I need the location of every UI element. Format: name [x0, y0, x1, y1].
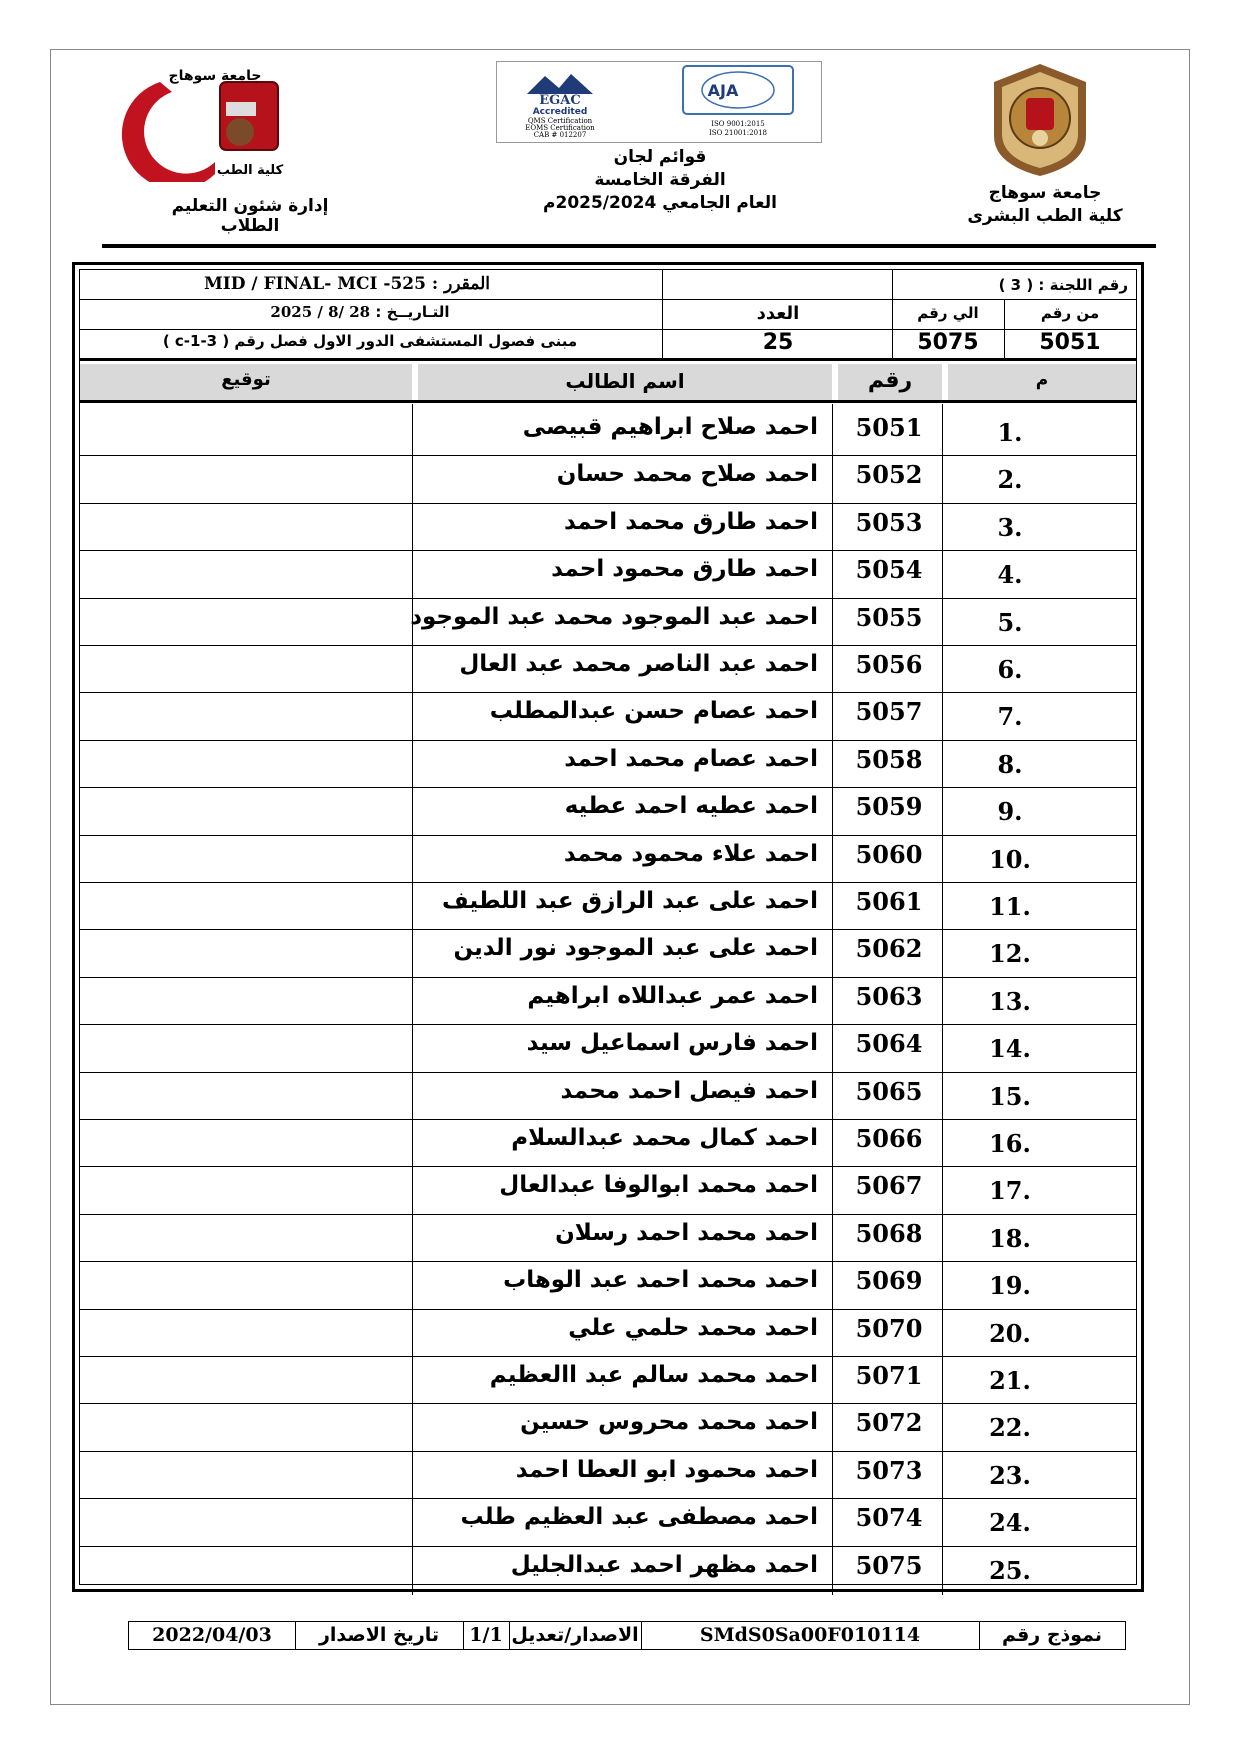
table-row: [80, 1309, 1136, 1356]
student-id: 5055: [855, 602, 923, 632]
svg-text:ISO 21001:2018: ISO 21001:2018: [709, 129, 767, 137]
svg-text:EGAC: EGAC: [539, 93, 581, 108]
student-id: 5057: [855, 697, 923, 727]
list-title: قوائم لجان: [613, 147, 707, 167]
count-label: العدد: [756, 303, 800, 324]
student-name: احمد على عبد الموجود نور الدين: [453, 935, 818, 962]
table-row: [80, 1261, 1136, 1308]
form-footer: [128, 1621, 1126, 1650]
table-row: [80, 929, 1136, 976]
student-name: احمد عطيه احمد عطيه: [564, 793, 818, 820]
faculty-name: كلية الطب البشرى: [967, 206, 1123, 226]
committee-number: رقم اللجنة : ( 3 ): [998, 276, 1128, 294]
student-name: احمد طارق محمد احمد: [564, 508, 818, 535]
signature-field[interactable]: [80, 882, 412, 929]
table-row: [80, 550, 1136, 597]
student-id: 5051: [855, 413, 923, 442]
from-label: من رقم: [1040, 304, 1100, 322]
row-index: 20.: [989, 1318, 1031, 1348]
signature-field[interactable]: [80, 1403, 412, 1450]
table-row: [80, 1451, 1136, 1498]
meta-vline: [1004, 299, 1005, 360]
row-index: 6.: [997, 655, 1023, 684]
row-index: 2.: [997, 465, 1023, 495]
student-name: احمد صلاح ابراهيم قبيصى: [522, 414, 818, 440]
header-bottom-line: [80, 400, 1136, 403]
col-signature: توقيع: [221, 369, 271, 390]
signature-field[interactable]: [80, 740, 412, 787]
svg-text:CAB # 012207: CAB # 012207: [533, 131, 587, 139]
student-name: احمد فيصل احمد محمد: [560, 1077, 818, 1104]
to-value: 5075: [917, 330, 979, 355]
student-id: 5053: [855, 507, 923, 537]
row-index: 25.: [989, 1555, 1031, 1585]
student-id: 5069: [855, 1266, 923, 1296]
row-index: 15.: [989, 1081, 1031, 1111]
certification-icon: [497, 62, 821, 142]
date-label: التـاريــخ :: [375, 303, 450, 321]
student-name: احمد عصام حسن عبدالمطلب: [489, 698, 818, 725]
table-row: [80, 1403, 1136, 1450]
meta-line: [80, 299, 1136, 300]
row-index: 3.: [997, 512, 1023, 542]
student-name: احمد عصام محمد احمد: [564, 745, 818, 772]
student-id: 5060: [855, 839, 923, 869]
student-id: 5072: [855, 1408, 923, 1438]
student-id: 5068: [855, 1218, 923, 1248]
header-right: [960, 182, 1130, 228]
student-name: احمد كمال محمد عبدالسلام: [511, 1125, 818, 1151]
logo-text-bottom: كلية الطب: [216, 163, 284, 178]
table-row: [80, 740, 1136, 787]
row-index: 19.: [989, 1271, 1031, 1301]
meta-line: [80, 358, 1136, 361]
meta-vline: [662, 270, 663, 360]
academic-year: العام الجامعي 2025/2024م: [543, 193, 777, 213]
student-name: احمد محمد ابوالوفا عبدالعال: [499, 1172, 818, 1199]
row-index: 24.: [989, 1508, 1031, 1538]
row-index: 18.: [989, 1223, 1031, 1253]
signature-field[interactable]: [80, 1309, 412, 1356]
header-divider: [102, 244, 1156, 248]
table-row: [80, 1498, 1136, 1545]
department-name: إدارة شئون التعليم الطلاب: [171, 196, 329, 236]
table-row: [80, 1119, 1136, 1166]
logo-text-top: جامعة سوهاج: [168, 68, 262, 84]
signature-field[interactable]: [80, 835, 412, 882]
table-row: [80, 977, 1136, 1024]
student-id: 5054: [855, 555, 923, 585]
table-row: [80, 882, 1136, 929]
faculty-logo: [120, 62, 310, 182]
signature-field[interactable]: [80, 929, 412, 976]
issue-label: الاصدار/تعديل: [511, 1624, 639, 1646]
student-id: 5061: [855, 887, 923, 916]
signature-field[interactable]: [80, 1261, 412, 1308]
table-row: [80, 598, 1136, 645]
student-name: احمد محمد احمد رسلان: [555, 1219, 818, 1246]
signature-field[interactable]: [80, 1546, 412, 1593]
table-row: [80, 455, 1136, 502]
row-index: 13.: [989, 986, 1031, 1016]
signature-field[interactable]: [80, 692, 412, 739]
col-index: م: [1035, 370, 1049, 390]
student-id: 5075: [855, 1550, 923, 1580]
date-cell: [230, 303, 490, 321]
student-id: 5059: [855, 792, 923, 822]
issue-date-label: تاريخ الاصدار: [318, 1624, 440, 1646]
from-value: 5051: [1039, 330, 1101, 355]
issue-date-value: 2022/04/03: [152, 1624, 272, 1646]
table-row: [80, 645, 1136, 692]
student-name: احمد علاء محمود محمد: [563, 840, 818, 867]
table-row: [80, 1546, 1136, 1593]
student-id: 5067: [855, 1171, 923, 1201]
signature-field[interactable]: [80, 1451, 412, 1498]
signature-field[interactable]: [80, 1214, 412, 1261]
row-index: 4.: [997, 560, 1023, 590]
row-index: 16.: [989, 1129, 1031, 1158]
signature-field[interactable]: [80, 550, 412, 597]
year-level: الفرقة الخامسة: [594, 170, 726, 190]
signature-field[interactable]: [80, 977, 412, 1024]
signature-field[interactable]: [80, 503, 412, 550]
row-index: 17.: [989, 1176, 1031, 1206]
row-index: 21.: [989, 1366, 1031, 1395]
table-inner-border: [79, 269, 1137, 1585]
student-id: 5064: [855, 1029, 923, 1059]
student-id: 5065: [855, 1076, 923, 1106]
student-id: 5074: [855, 1503, 923, 1533]
student-name: احمد مصطفى عبد العظيم طلب: [460, 1504, 818, 1531]
issue-value: 1/1: [469, 1624, 503, 1646]
svg-text:ISO 9001:2015: ISO 9001:2015: [711, 120, 765, 128]
student-id: 5052: [855, 460, 923, 490]
student-id: 5066: [855, 1124, 923, 1153]
table-row: [80, 408, 1136, 455]
student-id: 5071: [855, 1361, 923, 1390]
to-label: الي رقم: [917, 304, 979, 322]
svg-text:AJA: AJA: [707, 81, 739, 100]
student-name: احمد طارق محمود احمد: [551, 556, 818, 583]
student-id: 5058: [855, 744, 923, 774]
table-row: [80, 1024, 1136, 1071]
form-number: SMdS0Sa00F010114: [699, 1624, 921, 1646]
committee-table: [72, 262, 1144, 1592]
student-name: احمد عبد الناصر محمد عبد العال: [459, 651, 818, 677]
student-id: 5070: [855, 1313, 923, 1343]
row-index: 10.: [989, 844, 1031, 874]
signature-field[interactable]: [80, 1498, 412, 1545]
signature-field[interactable]: [80, 787, 412, 834]
row-index: 9.: [997, 797, 1023, 827]
university-name: جامعة سوهاج: [988, 183, 1102, 203]
form-label: نموذج رقم: [1001, 1624, 1103, 1646]
signature-field[interactable]: [80, 1024, 412, 1071]
signature-field[interactable]: [80, 455, 412, 502]
signature-field[interactable]: [80, 1119, 412, 1166]
table-row: [80, 787, 1136, 834]
student-name: احمد مظهر احمد عبدالجليل: [510, 1551, 818, 1578]
course-code: MID / FINAL- MCI -525 :: [203, 274, 439, 294]
signature-field[interactable]: [80, 645, 412, 692]
row-index: 22.: [989, 1413, 1031, 1443]
svg-text:EOMS Certification: EOMS Certification: [525, 124, 595, 132]
location: مبنى فصول المستشفى الدور الاول فصل رقم ( c-1-3 ): [162, 332, 578, 350]
table-row: [80, 1214, 1136, 1261]
signature-field[interactable]: [80, 598, 412, 645]
count-value: 25: [762, 330, 794, 355]
svg-text:Accredited: Accredited: [532, 107, 588, 117]
student-name: احمد عمر عبداللاه ابراهيم: [527, 982, 818, 1009]
table-row: [80, 692, 1136, 739]
course-cell: [202, 274, 492, 294]
student-name: احمد محمود ابو العطا احمد: [515, 1456, 818, 1483]
student-name: احمد على عبد الرازق عبد اللطيف: [442, 888, 818, 914]
table-row: [80, 835, 1136, 882]
meta-vline: [892, 270, 893, 360]
row-index: 23.: [989, 1460, 1031, 1490]
certification-badges: [496, 61, 822, 143]
row-index: 14.: [989, 1034, 1031, 1064]
student-name: احمد فارس اسماعيل سيد: [526, 1030, 818, 1057]
student-id: 5056: [855, 650, 923, 679]
table-row: [80, 503, 1136, 550]
course-label: المقرر: [444, 274, 491, 294]
col-name: اسم الطالب: [565, 369, 685, 393]
student-id: 5063: [855, 981, 923, 1011]
svg-text:QMS Certification: QMS Certification: [527, 117, 593, 125]
table-row: [80, 1356, 1136, 1403]
table-row: [80, 1166, 1136, 1213]
signature-field[interactable]: [80, 1356, 412, 1403]
row-index: 12.: [989, 939, 1031, 969]
student-name: احمد صلاح محمد حسان: [556, 461, 818, 488]
student-name: احمد محمد سالم عبد االعظيم: [489, 1362, 818, 1388]
student-name: احمد عبد الموجود محمد عبد الموجود: [410, 603, 818, 630]
row-index: 7.: [997, 702, 1023, 732]
signature-field[interactable]: [80, 1166, 412, 1213]
student-id: 5062: [855, 934, 923, 964]
signature-field[interactable]: [80, 1072, 412, 1119]
student-name: احمد محمد محروس حسين: [520, 1409, 818, 1436]
column-header-row: [80, 364, 1136, 400]
student-name: احمد محمد احمد عبد الوهاب: [503, 1267, 818, 1294]
col-id: رقم: [867, 368, 913, 393]
row-index: 5.: [997, 607, 1023, 637]
student-id: 5073: [855, 1455, 923, 1485]
row-index: 1.: [997, 418, 1023, 447]
student-name: احمد محمد حلمي علي: [568, 1314, 818, 1341]
date-value: 2025 / 8/ 28: [270, 303, 371, 321]
row-index: 11.: [989, 892, 1031, 921]
signature-field[interactable]: [80, 408, 412, 455]
header-center: [520, 146, 800, 215]
university-seal-icon: [980, 60, 1100, 180]
row-index: 8.: [997, 749, 1023, 779]
table-row: [80, 1072, 1136, 1119]
